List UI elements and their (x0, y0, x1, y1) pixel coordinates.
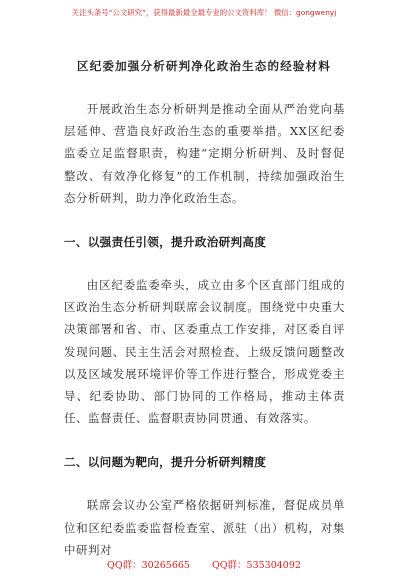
document-title: 区纪委加强分析研判净化政治生态的经验材料 (77, 59, 331, 73)
footer-contact (0, 560, 408, 572)
top-banner: 关注头条号“公文研究”，获得最新最全最专业的公文资料库！ 微信：gongwenyj (71, 8, 337, 17)
section-1-heading: 一、以强责任引领，提升政治研判高度 (64, 235, 267, 250)
section-2-paragraph: 联席会议办公室严格依据研判标准，督促成员单位和区纪委监委监督检查室、派驻（出）机构，对集中研判对 (64, 498, 345, 557)
footer-qq-group-1: QQ群：30265665 (107, 560, 190, 571)
section-1-paragraph: 由区纪委监委牵头，成立由多个区直部门组成的区政治生态分析研判联席会议制度。围绕党中央重大决策部署和省、市、区委重点工作安排，对区委自评发现问题、民主生活会对照检查、上级反馈问题整改以及区域发展环境评价等工作进行整合，形成党委主导、纪委协助、部门协同的工作格局，推动主体责任、监督责任、监督职责协同贯通、有效落实。 (64, 278, 345, 426)
section-2-heading: 二、以问题为靶向，提升分析研判精度 (64, 455, 267, 470)
document-body (64, 98, 345, 561)
footer-qq-group-2: QQ群：535304092 (211, 560, 301, 571)
intro-paragraph: 开展政治生态分析研判是推动全面从严治党向基层延伸、营造良好政治生态的重要举措。XX区纪委监委立足监督职责，构建“定期分析研判、及时督促整改、有效净化修复”的工作机制，持续加强政治生态分析研判，助力净化政治生态。 (64, 102, 345, 205)
